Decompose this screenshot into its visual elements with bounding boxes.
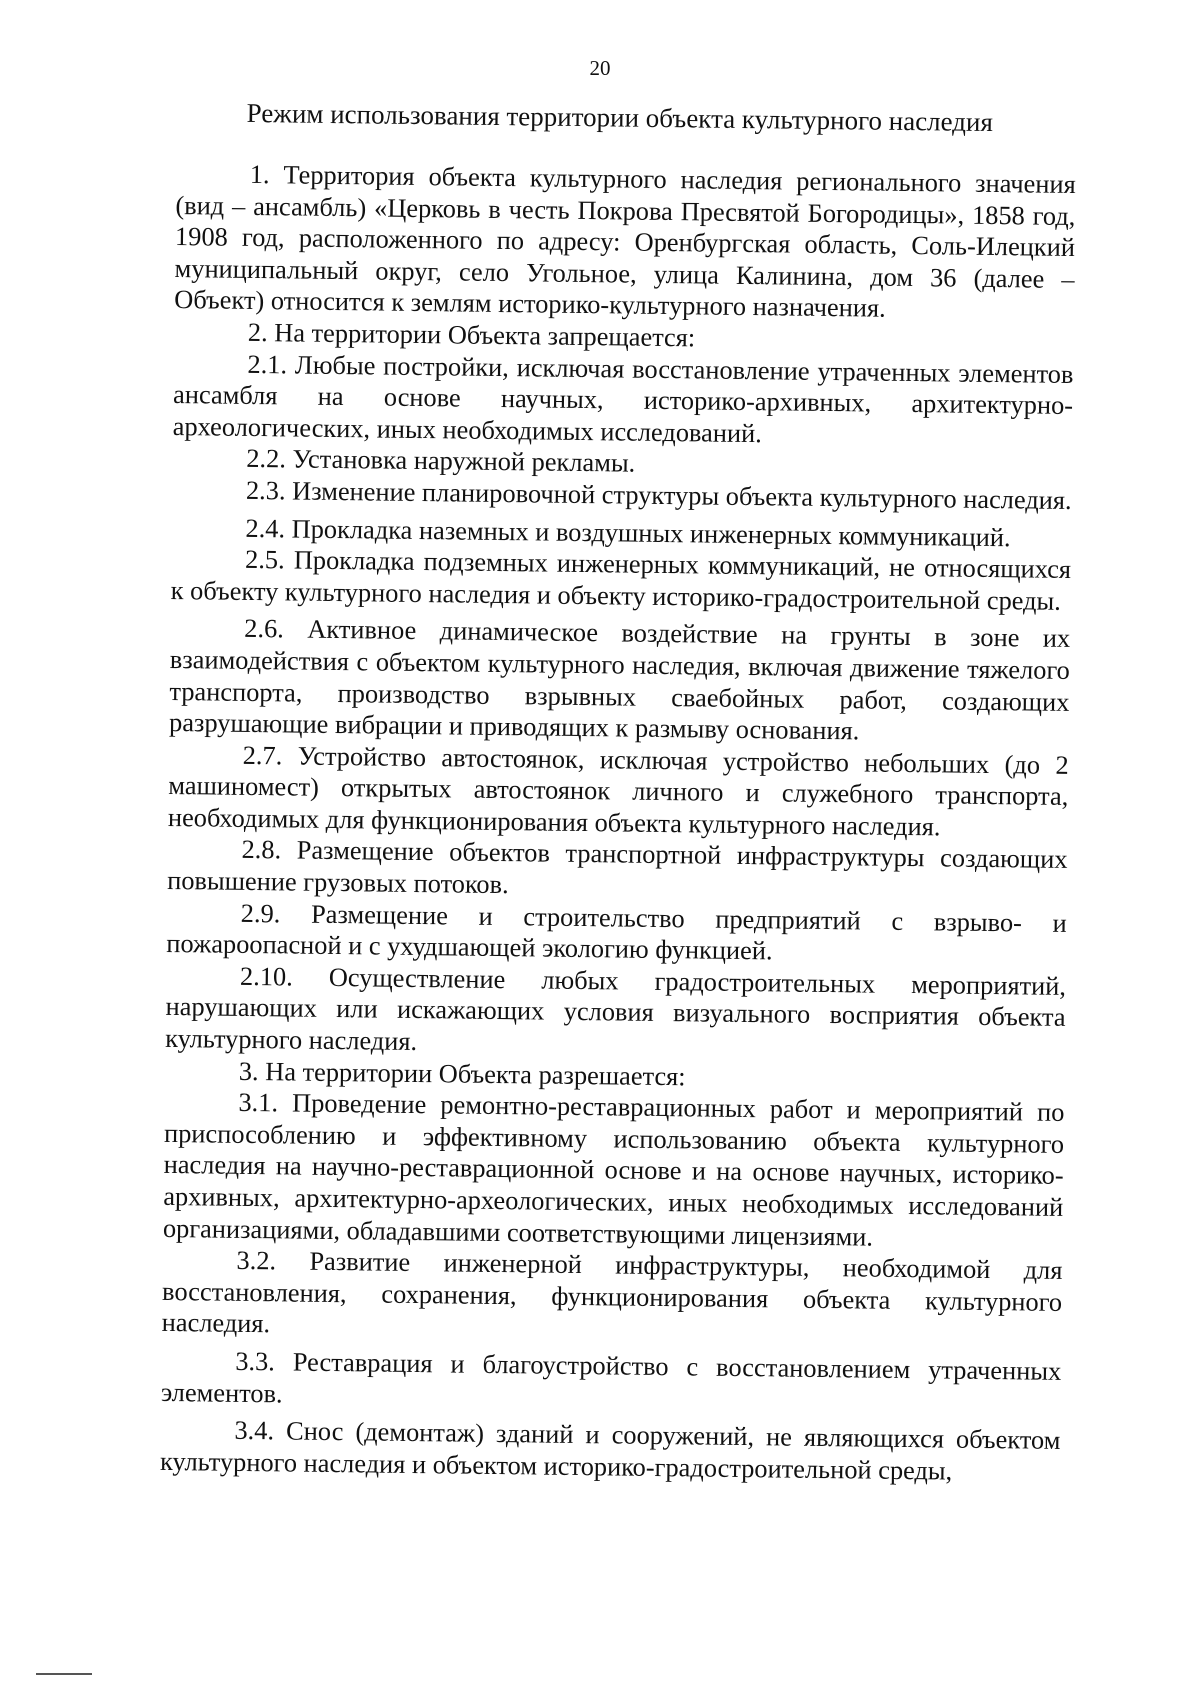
paragraph-2-6: 2.6. Активное динамическое воздействие на грунты в зоне их взаимодействия с объектом культурного наследия, включая движение тяжелого транспорта, производство взрывных сваебойных работ, создающих разрушающие вибрации и приводящих к размыву основания. [168,613,1071,746]
paragraph-3-2: 3.2. Развитие инженерной инфраструктуры, необходимой для восстановления, сохранения, функционирования объекта культурного наследия. [161,1245,1063,1339]
document-body [160,158,1076,1488]
paragraph-2-9: 2.9. Размещение и строительство предприятий с взрыво- и пожароопасной и с ухудшающей экологию функцией. [166,897,1067,966]
paragraph-2: 2. На территории Объекта запрещается: [247,316,696,353]
paragraph-2-4: 2.4. Прокладка наземных и воздушных инженерных коммуникаций. [245,512,1011,552]
paragraph-3-3: 3.3. Реставрация и благоустройство с восстановлением утраченных элементов. [160,1345,1062,1408]
paragraph-2-1: 2.1. Любые постройки, исключая восстановление утраченных элементов ансамбля на основе научных, историко-архивных, архитектурно-археологических, иных необходимых исследований. [172,348,1074,448]
paragraph-3-4: 3.4. Снос (демонтаж) зданий и сооружений, не являющихся объектом культурного наследия и объектом историко-градостроительной среды, [159,1414,1061,1486]
paragraph-1: 1. Территория объекта культурного наследия регионального значения (вид – ансамбль) «Церковь в честь Покрова Пресвятой Богородицы», 1858 год, 1908 год, расположенного по адресу: Оренбургская область, Соль-Илецкий муниципальный округ, село Угольное, улица Калинина, дом 36 (далее – Объект) относится к землям историко-культурного назначения. [174,158,1076,324]
paragraph-3-1: 3.1. Проведение ремонтно-реставрационных работ и мероприятий по приспособлению и эффективному использованию объекта культурного наследия на научно-реставрационной основе и на основе научных, историко-архивных, архитектурно-археологических, иных необходимых исследований организациями, обладавшими соответствующими лицензиями. [162,1087,1065,1252]
paragraph-2-10: 2.10. Осуществление любых градостроительных мероприятий, нарушающих или искажающих условия визуального восприятия объекта культурного наследия. [165,960,1067,1057]
paragraph-2-5: 2.5. Прокладка подземных инженерных коммуникаций, не относящихся к объекту культурного наследия и объекту историко-градостроительной среды. [170,544,1072,616]
paragraph-2-2: 2.2. Установка наружной рекламы. [246,443,636,478]
paragraph-3: 3. На территории Объекта разрешается: [238,1055,686,1091]
scan-artifact-line [36,1673,92,1675]
document-title: Режим использования территории объекта культурного наследия [246,97,994,138]
paragraph-2-3: 2.3. Изменение планировочной структуры объекта культурного наследия. [245,474,1072,515]
paragraph-2-7: 2.7. Устройство автостоянок, исключая устройство небольших (до 2 машиномест) открытых автостоянок личного и служебного транспорта, необходимых для функционирования объекта культурного наследия. [167,739,1069,842]
paragraph-2-8: 2.8. Размещение объектов транспортной инфраструктуры создающих повышение грузовых потоков. [166,834,1068,900]
page-number: 20 [589,56,611,80]
